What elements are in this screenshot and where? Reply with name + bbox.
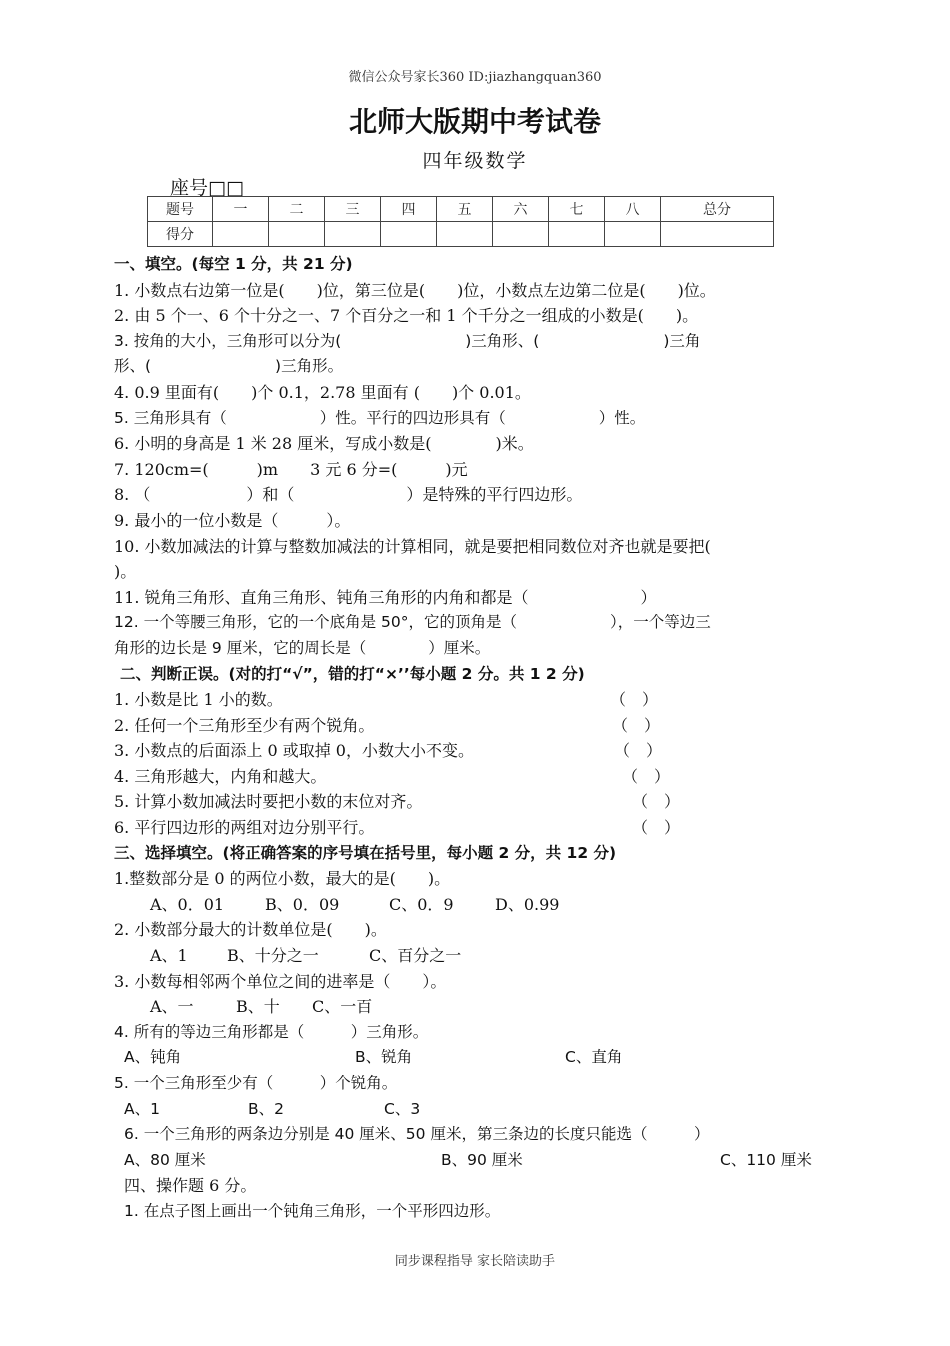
question-text: 5. 一个三角形至少有（ ）个锐角。 xyxy=(114,1074,398,1092)
header-note: 微信公众号家长360 ID:jiazhangquan360 xyxy=(348,70,602,85)
judge-answer-box[interactable]: （ ） xyxy=(610,690,659,710)
score-table-header-row xyxy=(148,197,774,222)
question-text: 形、( )三角形。 xyxy=(114,357,344,376)
option: A、0．01 xyxy=(150,894,225,914)
question-text: 11. 锐角三角形、直角三角形、钝角三角形的内角和都是（ ） xyxy=(114,587,657,607)
score-cell-blank[interactable] xyxy=(325,222,381,247)
question-text: 3. 小数每相邻两个单位之间的进率是（ ）。 xyxy=(114,971,447,991)
judge-item-text: 2. 任何一个三角形至少有两个锐角。 xyxy=(114,715,375,735)
score-cell-header: 总分 xyxy=(661,197,774,222)
judge-answer-box[interactable]: （ ） xyxy=(612,715,661,735)
score-cell-blank[interactable] xyxy=(381,222,437,247)
question-text: 10. 小数加减法的计算与整数加减法的计算相同，就是要把相同数位对齐也就是要把( xyxy=(114,536,711,556)
judge-item xyxy=(114,738,844,764)
option: B、90 厘米 xyxy=(441,1150,523,1169)
question-text: 2. 由 5 个一、6 个十分之一、7 个百分之一和 1 个千分之一组成的小数是( )。 xyxy=(114,306,699,326)
seat-number-label: 座号□□ xyxy=(170,177,244,199)
judge-answer-box[interactable]: （ ） xyxy=(632,818,681,838)
option: B、2 xyxy=(248,1099,284,1118)
score-cell-header: 二 xyxy=(269,197,325,222)
option: C、一百 xyxy=(312,997,373,1017)
page-title: 北师大版期中考试卷 xyxy=(348,105,601,138)
option: B、十分之一 xyxy=(227,946,319,966)
score-cell-label: 得分 xyxy=(148,222,213,247)
judge-item-text: 6. 平行四边形的两组对边分别平行。 xyxy=(114,818,375,838)
score-cell-blank[interactable] xyxy=(213,222,269,247)
exam-content xyxy=(114,252,844,1225)
question-text: 6. 小明的身高是 1 米 28 厘米，写成小数是( )米。 xyxy=(114,434,534,454)
section4-heading: 四、操作题 6 分。 xyxy=(124,1176,257,1196)
question-text: 角形的边长是 9 厘米，它的周长是（ ）厘米。 xyxy=(114,638,491,657)
score-cell-header: 五 xyxy=(437,197,493,222)
section2-heading: 二、判断正误。(对的打“√”，错的打“×’’每小题 2 分。共 1 2 分) xyxy=(120,664,585,683)
option: A、1 xyxy=(150,946,188,966)
score-table xyxy=(147,196,774,247)
score-cell-blank[interactable] xyxy=(605,222,661,247)
score-cell-blank[interactable] xyxy=(549,222,605,247)
footer-note: 同步课程指导 家长陪读助手 xyxy=(394,1254,556,1269)
score-cell-header: 四 xyxy=(381,197,437,222)
judge-answer-box[interactable]: （ ） xyxy=(614,741,663,761)
option: C、0．9 xyxy=(389,894,454,914)
judge-item-text: 4. 三角形越大，内角和越大。 xyxy=(114,766,327,786)
question-text: 3. 按角的大小，三角形可以分为( )三角形、( )三角 xyxy=(114,331,701,350)
option-row xyxy=(114,1045,844,1071)
option-row xyxy=(114,994,844,1020)
question-text: 6. 一个三角形的两条边分别是 40 厘米、50 厘米，第三条边的长度只能选（ ） xyxy=(124,1125,710,1144)
score-cell-blank[interactable] xyxy=(437,222,493,247)
judge-item xyxy=(114,815,844,841)
option: A、钝角 xyxy=(124,1048,182,1067)
judge-item xyxy=(114,764,844,790)
section3-heading: 三、选择填空。(将正确答案的序号填在括号里，每小题 2 分，共 12 分) xyxy=(114,843,617,862)
judge-item xyxy=(114,687,844,713)
option-row xyxy=(114,1097,844,1123)
judge-item-text: 5. 计算小数加减法时要把小数的末位对齐。 xyxy=(114,792,423,812)
score-cell-header: 一 xyxy=(213,197,269,222)
option-row xyxy=(114,1148,844,1174)
option: B、0．09 xyxy=(265,894,340,914)
question-text: 2. 小数部分最大的计数单位是( )。 xyxy=(114,920,387,940)
judge-item xyxy=(114,713,844,739)
question-text: 5. 三角形具有（ ）性。平行的四边形具有（ ）性。 xyxy=(114,408,646,427)
option: D、0.99 xyxy=(495,894,560,914)
option: C、直角 xyxy=(565,1048,623,1067)
question-text: )。 xyxy=(114,562,137,582)
question-text: 1. 小数点右边第一位是( )位，第三位是( )位，小数点左边第二位是( )位。 xyxy=(114,280,716,300)
question-text: 7. 120cm=( )m 3 元 6 分=( )元 xyxy=(114,459,468,479)
option: C、110 厘米 xyxy=(720,1150,812,1169)
score-cell-blank[interactable] xyxy=(269,222,325,247)
question-text: 9. 最小的一位小数是（ ）。 xyxy=(114,510,351,530)
score-cell-header: 三 xyxy=(325,197,381,222)
question-text: 1. 在点子图上画出一个钝角三角形，一个平形四边形。 xyxy=(124,1201,501,1220)
option: A、80 厘米 xyxy=(124,1150,206,1169)
option: B、十 xyxy=(236,997,280,1017)
score-cell-header: 六 xyxy=(493,197,549,222)
score-cell-header: 七 xyxy=(549,197,605,222)
option: A、一 xyxy=(150,997,194,1017)
question-text: 1.整数部分是 0 的两位小数，最大的是( )。 xyxy=(114,869,451,889)
score-table-score-row xyxy=(148,222,774,247)
option-row xyxy=(114,892,844,918)
option: A、1 xyxy=(124,1099,160,1118)
judge-item-text: 3. 小数点的后面添上 0 或取掉 0，小数大小不变。 xyxy=(114,741,474,761)
score-cell-header: 八 xyxy=(605,197,661,222)
question-text: 8. （ ）和（ ）是特殊的平行四边形。 xyxy=(114,485,583,505)
option: C、百分之一 xyxy=(369,946,462,966)
question-text: 12. 一个等腰三角形，它的一个底角是 50°，它的顶角是（ ），一个等边三 xyxy=(114,613,711,632)
score-cell-label: 题号 xyxy=(148,197,213,222)
option: B、锐角 xyxy=(355,1048,413,1067)
question-text: 4. 所有的等边三角形都是（ ）三角形。 xyxy=(114,1022,429,1041)
section1-heading: 一、填空。(每空 1 分，共 21 分) xyxy=(114,255,353,273)
judge-answer-box[interactable]: （ ） xyxy=(632,792,681,812)
option-row xyxy=(114,943,844,969)
judge-answer-box[interactable]: （ ） xyxy=(622,766,671,786)
judge-item xyxy=(114,789,844,815)
page-subtitle: 四年级数学 xyxy=(422,150,528,172)
judge-item-text: 1. 小数是比 1 小的数。 xyxy=(114,690,283,710)
option: C、3 xyxy=(384,1099,421,1118)
question-text: 4. 0.9 里面有( )个 0.1，2.78 里面有 ( )个 0.01。 xyxy=(114,382,531,402)
score-cell-blank[interactable] xyxy=(493,222,549,247)
score-cell-blank[interactable] xyxy=(661,222,774,247)
